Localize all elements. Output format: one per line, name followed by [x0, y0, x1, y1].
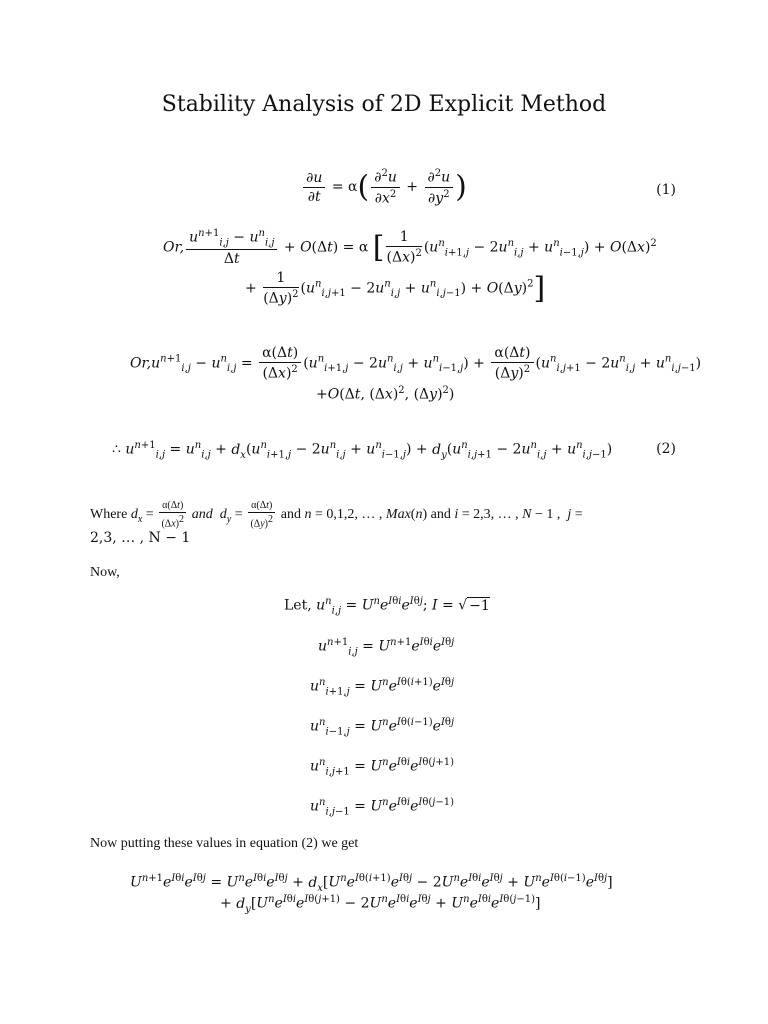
substitution-i-plus-1: $u^n_{i+1,j} = U^ne^{I\theta(i+1)}e^{I\theta j}$ [310, 677, 455, 698]
and-label-3: and [430, 506, 451, 522]
where-definition: Where $d_x$ = $\frac{\alpha(\Delta t)}{(\Delta x)^2}$ and $d_y$ = $\frac{\alpha(\Delta t)}{(\Delta y)^2}$ and n = 0,1,2, … , Max(n) and i = 2,3, … , N − 1 , j = [90, 500, 583, 530]
equation-1: $\frac{\partial u}{\partial t}$ = α( $\frac{\partial^2u}{\partial x^2}$ + $\frac{\partial^2u}{\partial y^2}$ ) [0, 168, 768, 206]
where-label: Where [90, 506, 128, 522]
substitution-let: Let, $u^n_{i,j} = U^ne^{I\theta i}e^{I\theta j}$; I = √ −1 [284, 596, 490, 617]
where-continuation: 2,3, … , N − 1 [90, 530, 191, 546]
final-equation-line-1: $U^{n+1}e^{I\theta i}e^{I\theta j} = U^ne^{I\theta i}e^{I\theta j} + d_x[U^ne^{I\theta(i+1)}e^{I\theta j} - 2U^ne^{I\theta i}e^{I\theta j} + U^ne^{I\theta(i-1)}e^{I\theta j}]$ [130, 873, 613, 894]
now-label: Now, [90, 565, 120, 580]
page-title: Stability Analysis of 2D Explicit Method [161, 92, 607, 117]
equation-number-1: (1) [656, 182, 676, 198]
rearranged-equation-line-1: $Or,u^{n+1}_{i,j} - u^n_{i,j}$ = $\frac{\alpha(\Delta t)}{(\Delta x)^2}$ $(u^n_{i+1,j} - 2u^n_{i,j} + u^n_{i-1,j})$ + $\frac{\alpha(\Delta t)}{(\Delta y)^2}$ $(u^n_{i,j+1} - 2u^n_{i,j} + u^n_{i,j-1})$ [130, 345, 702, 382]
let-label: Let, [284, 597, 312, 614]
equation-2: ∴ $u^{n+1}_{i,j} = u^n_{i,j} + d_x(u^n_{i+1,j} - 2u^n_{i,j} + u^n_{i-1,j}) + d_y(u^n_{i,j+1} - 2u^n_{i,j} + u^n_{i,j-1})$ [112, 440, 613, 461]
substitution-j-plus-1: $u^n_{i,j+1} = U^ne^{I\theta i}e^{I\theta(j+1)}$ [310, 757, 455, 778]
and-label-1: and [191, 506, 213, 522]
and-label-2: and [280, 506, 301, 522]
substitution-i-minus-1: $u^n_{i-1,j} = U^ne^{I\theta(i-1)}e^{I\theta j}$ [310, 717, 455, 738]
substitution-u-n-plus-1: $u^{n+1}_{i,j} = U^{n+1}e^{I\theta i}e^{I\theta j}$ [318, 637, 455, 658]
equation-number-2: (2) [656, 441, 676, 457]
discretized-equation-line-2: + $\frac{1}{(\Delta y)^2}$ $(u^n_{i,j+1} - 2u^n_{i,j} + u^n_{i,j-1}) + O(\Delta y)^2$] [245, 270, 546, 307]
discretized-equation-line-1: Or, $\frac{u^{n+1}_{i,j} - u^n_{i,j}}{\Delta t}$ + O(Δt) = α [ $\frac{1}{(\Delta x)^2}$ $(u^n_{i+1,j} - 2u^n_{i,j} + u^n_{i-1,j}) + O(\Delta x)^2$ [163, 228, 657, 268]
putting-values-text: Now putting these values in equation (2) we get [90, 836, 359, 851]
rearranged-equation-line-2: +O(Δt, $(\Delta x)^2$, $(\Delta y)^2$) [316, 385, 455, 403]
final-equation-line-2: + $d_y[U^ne^{I\theta i}e^{I\theta(j+1)} - 2U^ne^{I\theta i}e^{I\theta j} + U^ne^{I\theta i}e^{I\theta(j-1)}]$ [220, 894, 541, 915]
or-label: Or, [163, 239, 185, 256]
substitution-j-minus-1: $u^n_{i,j-1} = U^ne^{I\theta i}e^{I\theta(j-1)}$ [310, 797, 455, 818]
or-label-2: Or, [130, 355, 152, 372]
